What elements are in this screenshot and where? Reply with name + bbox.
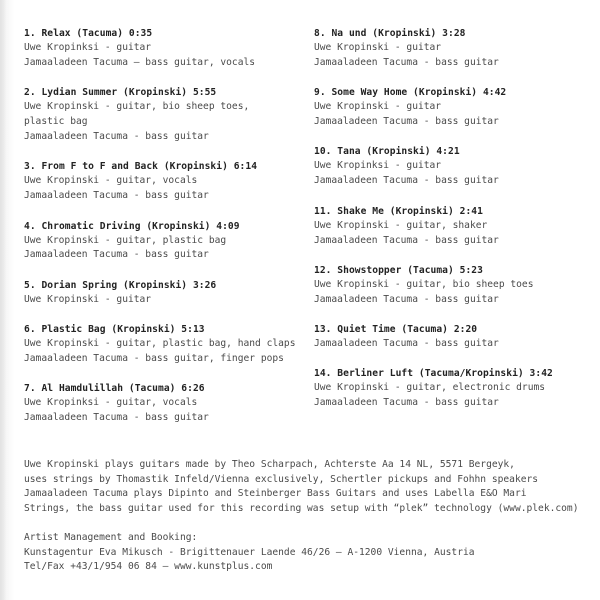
- track-credit: Uwe Kropinksi - guitar: [314, 160, 442, 172]
- track-title: 4. Chromatic Driving (Kropinski) 4:09: [24, 220, 240, 232]
- tracklist-left-column: [24, 26, 304, 440]
- track-title: 3. From F to F and Back (Kropinski) 6:14: [24, 161, 258, 173]
- instrument-credits-line: Jamaaladeen Tacuma plays Dipinto and Steinberger Bass Guitars and uses Labella E&O Mari: [24, 488, 527, 500]
- track-credit: Uwe Kropinski - guitar, shaker: [314, 219, 488, 231]
- track-title: 5. Dorian Spring (Kropinski) 3:26: [24, 279, 217, 291]
- track-credit: Uwe Kropinksi - guitar, vocals: [24, 397, 198, 409]
- track-entry: [24, 26, 304, 71]
- track-credit: Jamaaladeen Tacuma - bass guitar: [24, 131, 209, 143]
- track-credit: Jamaaladeen Tacuma - bass guitar: [314, 175, 499, 187]
- track-credit: Jamaaladeen Tacuma - bass guitar: [314, 116, 499, 128]
- track-title: 12. Showstopper (Tacuma) 5:23: [314, 264, 483, 276]
- footer-notes: [24, 458, 594, 575]
- track-credit: Jamaaladeen Tacuma - bass guitar: [24, 249, 209, 261]
- track-credit: Uwe Kropinski - guitar, bio sheep toes: [314, 278, 534, 290]
- track-title: 1. Relax (Tacuma) 0:35: [24, 28, 153, 39]
- track-credit: Uwe Kropinksi - guitar: [24, 42, 152, 53]
- track-entry: [24, 159, 304, 204]
- track-credit: Uwe Kropinski - guitar: [314, 42, 442, 53]
- track-credit: Jamaaladeen Tacuma - bass guitar: [24, 412, 209, 424]
- tracklist-right-column: [314, 26, 594, 426]
- track-entry: [314, 204, 594, 249]
- instrument-credits: [24, 458, 594, 516]
- track-credit: Uwe Kropinski - guitar, plastic bag, hand claps: [24, 338, 296, 350]
- track-credit: plastic bag: [24, 116, 88, 128]
- track-entry: [24, 219, 304, 264]
- track-title: 10. Tana (Kropinski) 4:21: [314, 146, 460, 158]
- track-title: 14. Berliner Luft (Tacuma/Kropinski) 3:42: [314, 368, 553, 380]
- track-entry: [314, 85, 594, 130]
- track-title: 13. Quiet Time (Tacuma) 2:20: [314, 324, 478, 336]
- track-entry: [24, 381, 304, 426]
- track-credit: Jamaaladeen Tacuma - bass guitar: [314, 293, 499, 305]
- scan-edge-shadow: [0, 0, 6, 600]
- track-credit: Jamaaladeen Tacuma - bass guitar: [314, 56, 499, 68]
- track-title: 9. Some Way Home (Kropinski) 4:42: [314, 87, 507, 99]
- track-credit: Jamaaladeen Tacuma - bass guitar, finger pops: [24, 352, 284, 364]
- track-entry: [24, 322, 304, 367]
- track-entry: [314, 322, 594, 352]
- management-contact: [24, 531, 594, 575]
- track-credit: Jamaaladeen Tacuma – bass guitar, vocals: [24, 56, 256, 68]
- instrument-credits-line: uses strings by Thomastik Infeld/Vienna exclusively, Schertler pickups and Fohhn speakers: [24, 473, 539, 485]
- track-title: 6. Plastic Bag (Kropinski) 5:13: [24, 324, 205, 336]
- track-credit: Uwe Kropinski - guitar, vocals: [24, 175, 198, 187]
- track-title: 2. Lydian Summer (Kropinski) 5:55: [24, 87, 217, 99]
- track-entry: [314, 263, 594, 308]
- track-credit: Uwe Kropinski - guitar, bio sheep toes,: [24, 101, 250, 113]
- management-phone-web: Tel/Fax +43/1/954 06 84 – www.kunstplus.com: [24, 561, 273, 573]
- track-credit: Jamaaladeen Tacuma - bass guitar: [314, 397, 499, 409]
- track-credit: Jamaaladeen Tacuma - bass guitar: [24, 190, 209, 202]
- track-credit: Jamaaladeen Tacuma - bass guitar: [314, 234, 499, 246]
- management-heading: Artist Management and Booking:: [24, 531, 198, 543]
- instrument-credits-line: Uwe Kropinski plays guitars made by Theo Scharpach, Achterste Aa 14 NL, 5571 Bergeyk,: [24, 459, 515, 470]
- track-entry: [314, 26, 594, 71]
- track-title: 8. Na und (Kropinski) 3:28: [314, 28, 466, 39]
- track-entry: [314, 366, 594, 411]
- track-entry: [314, 144, 594, 189]
- track-credit: Uwe Kropinski - guitar, plastic bag: [24, 234, 227, 246]
- track-credit: Uwe Kropinski - guitar: [24, 293, 152, 305]
- track-title: 7. Al Hamdulillah (Tacuma) 6:26: [24, 383, 205, 395]
- track-title: 11. Shake Me (Kropinski) 2:41: [314, 205, 483, 217]
- instrument-credits-line: Strings, the bass guitar used for this recording was setup with “plek” technology (www.plek.com): [24, 502, 579, 514]
- track-entry: [24, 85, 304, 145]
- track-credit: Jamaaladeen Tacuma - bass guitar: [314, 338, 499, 350]
- track-credit: Uwe Kropinski - guitar: [314, 101, 442, 113]
- management-address: Kunstagentur Eva Mikusch - Brigittenauer Laende 46/26 – A-1200 Vienna, Austria: [24, 546, 475, 558]
- track-credit: Uwe Kropinski - guitar, electronic drums: [314, 382, 546, 394]
- track-entry: [24, 278, 304, 308]
